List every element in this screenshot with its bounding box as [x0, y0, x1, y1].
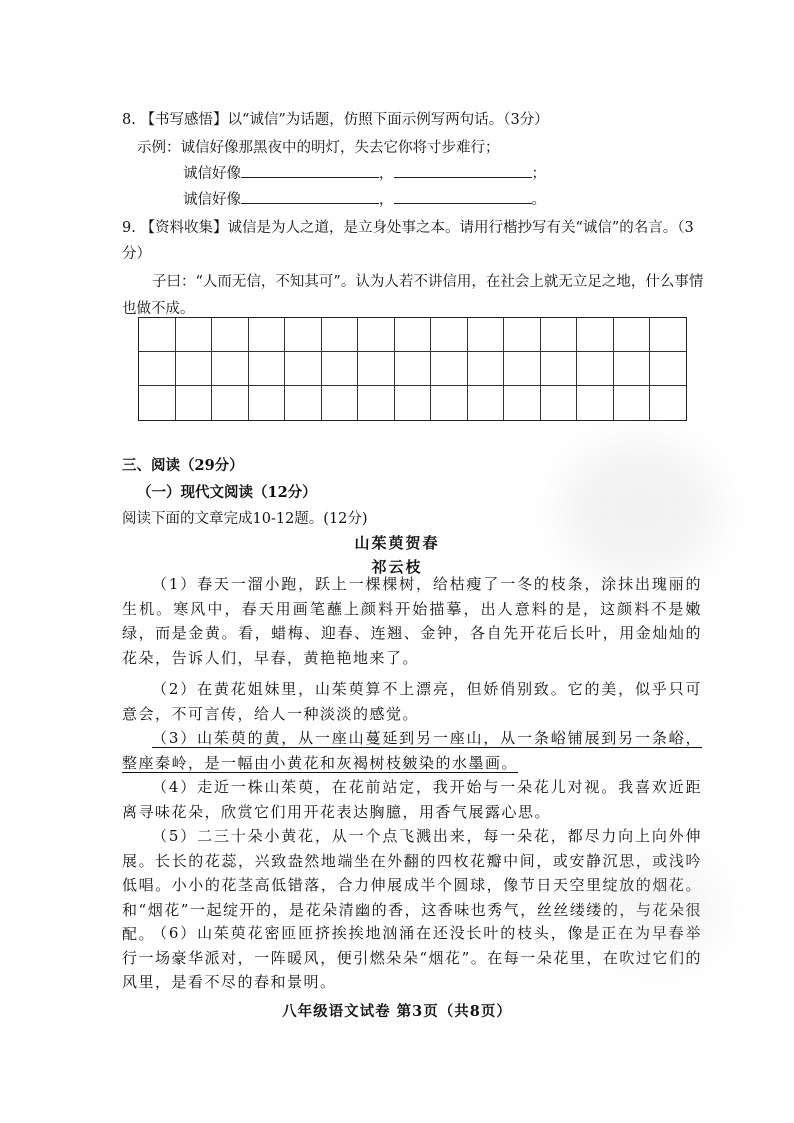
- grid-cell[interactable]: [322, 352, 359, 386]
- grid-cell[interactable]: [358, 386, 395, 420]
- q8-line1-sep: ，: [379, 166, 394, 182]
- grid-cell[interactable]: [431, 318, 468, 352]
- grid-cell[interactable]: [504, 386, 541, 420]
- q8-line1: [183, 162, 546, 183]
- q8-blank-1b[interactable]: [394, 163, 532, 178]
- q8-example: 示例：诚信好像那黑夜中的明灯，失去它你将寸步难行；: [137, 140, 500, 156]
- article-paragraph-4: （4）走近一株山茱萸，在花前站定，我开始与一朵花儿对视。我喜欢近距离寻味花朵，欣赏它们用开花表达胸臆，用香气展露心思。: [122, 778, 702, 821]
- grid-cell[interactable]: [395, 386, 432, 420]
- scan-noise: [600, 860, 720, 960]
- grid-cell[interactable]: [358, 352, 395, 386]
- grid-row: [139, 318, 686, 352]
- q8-line1-end: ；: [531, 166, 546, 182]
- grid-cell[interactable]: [249, 352, 286, 386]
- q9-quote: 子曰：“人而无信，不知其可”。认为人若不讲信用，在社会上就无立足之地，什么事情: [152, 274, 704, 290]
- scan-noise: [560, 440, 720, 580]
- article-paragraph-6: （6）山茱萸花密匝匝挤挨挨地汹涌在还没长叶的枝头，像是正在为早春举行一场豪华派对，一阵暖风，便引燃朵朵“烟花”。在每一朵花里，在吹过它们的风里，是看不尽的春和景明。: [122, 924, 702, 991]
- q8-line2-prefix: 诚信好像: [183, 192, 241, 208]
- q9-title-cont: 分）: [122, 246, 151, 262]
- grid-cell[interactable]: [212, 318, 249, 352]
- grid-cell[interactable]: [322, 386, 359, 420]
- grid-cell[interactable]: [614, 318, 651, 352]
- grid-cell[interactable]: [139, 352, 176, 386]
- grid-cell[interactable]: [650, 386, 686, 420]
- grid-cell[interactable]: [504, 352, 541, 386]
- grid-cell[interactable]: [285, 386, 322, 420]
- grid-cell[interactable]: [285, 318, 322, 352]
- q9-quote-cont: 也做不成。: [122, 301, 195, 317]
- grid-cell[interactable]: [650, 352, 686, 386]
- grid-cell[interactable]: [504, 318, 541, 352]
- q9-title: 9. 【资料收集】诚信是为人之道，是立身处事之本。请用行楷抄写有关“诚信”的名言。（3: [122, 220, 694, 236]
- q8-blank-1a[interactable]: [241, 163, 379, 178]
- grid-cell[interactable]: [577, 318, 614, 352]
- grid-cell[interactable]: [431, 386, 468, 420]
- grid-cell[interactable]: [176, 386, 213, 420]
- article-author: 祁云枝: [371, 558, 423, 576]
- section3-subheading: （一）现代文阅读（12分）: [137, 484, 317, 501]
- grid-cell[interactable]: [541, 318, 578, 352]
- grid-cell[interactable]: [468, 386, 505, 420]
- grid-cell[interactable]: [614, 386, 651, 420]
- grid-cell[interactable]: [650, 318, 686, 352]
- article-title: 山茱萸贺春: [354, 534, 440, 552]
- grid-cell[interactable]: [614, 352, 651, 386]
- grid-cell[interactable]: [249, 318, 286, 352]
- grid-cell[interactable]: [431, 352, 468, 386]
- grid-cell[interactable]: [358, 318, 395, 352]
- q8-line2-end: 。: [531, 192, 546, 208]
- grid-cell[interactable]: [577, 386, 614, 420]
- q8-line2-sep: ，: [379, 192, 394, 208]
- grid-row: [139, 386, 686, 420]
- article-paragraph-5: （5）二三十朵小黄花，从一个点飞溅出来，每一朵花，都尽力向上向外伸展。长长的花蕊，兴致盎然地端坐在外翻的四枚花瓣中间，或安静沉思，或浅吟低唱。小小的花茎高低错落，合力伸展成半个圆球，像节日天空里绽放的烟花。和“烟花”一起绽开的，是花朵清幽的香，这香味也秀气，丝丝缕缕的，与花朵很配。: [122, 827, 702, 943]
- article-paragraph-1: （1）春天一溜小跑，跃上一棵棵树，给枯瘦了一冬的枝条，涂抹出瑰丽的生机。寒风中，春天用画笔蘸上颜料开始描摹，出人意料的是，这颜料不是嫩绿，而是金黄。看，蜡梅、迎春、连翘、金钟，各自先开花后长叶，用金灿灿的花朵，告诉人们，早春，黄艳艳地来了。: [122, 575, 702, 667]
- grid-cell[interactable]: [395, 352, 432, 386]
- grid-cell[interactable]: [139, 318, 176, 352]
- grid-cell[interactable]: [322, 318, 359, 352]
- grid-cell[interactable]: [176, 352, 213, 386]
- grid-cell[interactable]: [541, 386, 578, 420]
- q8-title: 8. 【书写感悟】以“诚信”为话题，仿照下面示例写两句话。（3分）: [122, 112, 549, 128]
- grid-cell[interactable]: [249, 386, 286, 420]
- grid-cell[interactable]: [139, 386, 176, 420]
- q8-line2: [183, 188, 546, 209]
- grid-cell[interactable]: [577, 352, 614, 386]
- grid-cell[interactable]: [468, 318, 505, 352]
- q8-line1-prefix: 诚信好像: [183, 166, 241, 182]
- page-footer: 八年级语文试卷 第3页（共8页）: [282, 1003, 512, 1020]
- grid-cell[interactable]: [468, 352, 505, 386]
- writing-grid[interactable]: [138, 317, 687, 421]
- q8-blank-2a[interactable]: [241, 189, 379, 204]
- section3-instruction: 阅读下面的文章完成10-12题。(12分): [122, 511, 368, 527]
- section3-heading: 三、阅读（29分）: [122, 457, 244, 474]
- grid-row: [139, 352, 686, 386]
- grid-cell[interactable]: [176, 318, 213, 352]
- q8-blank-2b[interactable]: [394, 189, 532, 204]
- grid-cell[interactable]: [541, 352, 578, 386]
- article-paragraph-3: （3）山茱萸的黄，从一座山蔓延到另一座山，从一条峪铺展到另一条峪，整座秦岭，是一幅由小黄花和灰褐树枝皴染的水墨画。: [122, 729, 702, 772]
- grid-cell[interactable]: [285, 352, 322, 386]
- grid-cell[interactable]: [212, 352, 249, 386]
- article-paragraph-2: （2）在黄花姐妹里，山茱萸算不上漂亮，但娇俏别致。它的美，似乎只可意会，不可言传，给人一种淡淡的感觉。: [122, 680, 702, 723]
- grid-cell[interactable]: [212, 386, 249, 420]
- grid-cell[interactable]: [395, 318, 432, 352]
